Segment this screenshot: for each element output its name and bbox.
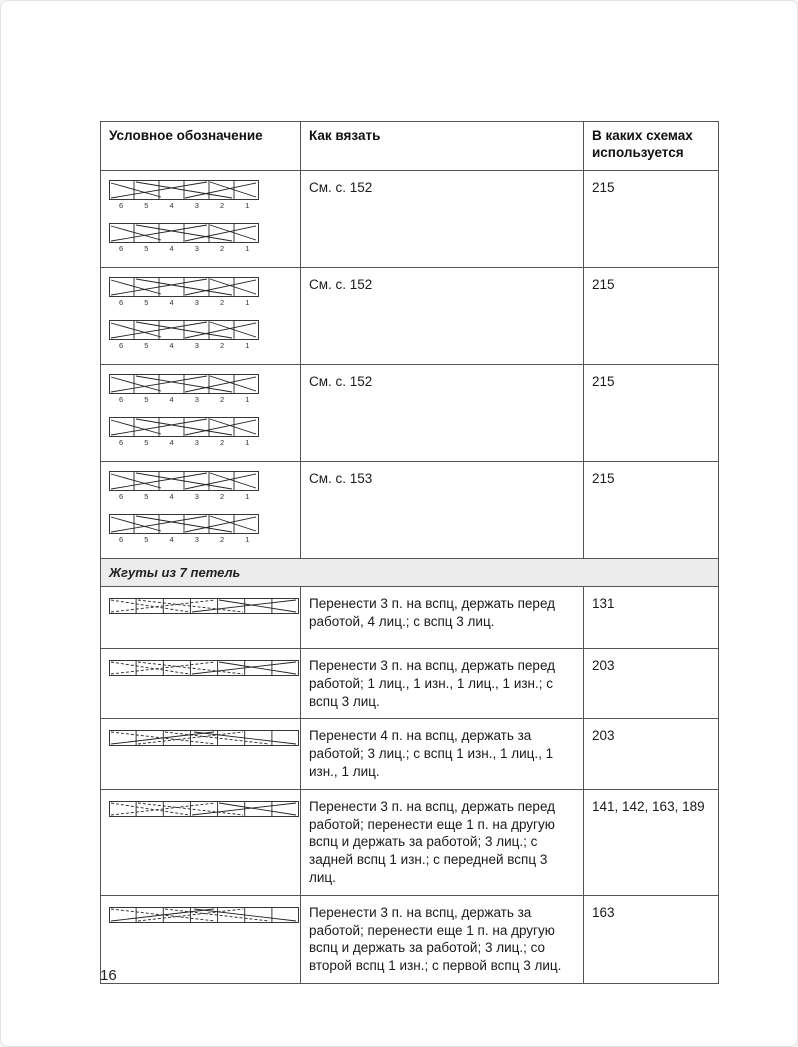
- cable-chart-icon: [109, 471, 259, 491]
- cable-chart-icon: [109, 730, 292, 746]
- charts-cell: 215: [584, 170, 719, 267]
- charts-cell: 215: [584, 364, 719, 461]
- page-number: 16: [100, 967, 117, 984]
- table-row: [101, 461, 719, 558]
- cable-chart-icon: [109, 223, 259, 243]
- table-row: [101, 364, 719, 461]
- how-to-knit-cell: См. с. 152: [301, 170, 584, 267]
- section-row: [101, 558, 719, 586]
- cable-chart-icon: [109, 277, 259, 297]
- table-row: [101, 789, 719, 895]
- how-to-knit-cell: См. с. 153: [301, 461, 584, 558]
- charts-cell: 141, 142, 163, 189: [584, 789, 719, 895]
- cable-chart-icon: [109, 514, 259, 534]
- header-charts: В каких схемах используется: [584, 122, 719, 171]
- stitch-numbers: 6 5 4 3 2 1: [119, 534, 250, 544]
- table-row: [101, 170, 719, 267]
- table-row: [101, 719, 719, 789]
- cable-symbol: [109, 905, 292, 923]
- cable-chart-icon: [109, 598, 292, 614]
- cable-symbol: [109, 471, 292, 545]
- charts-cell: 215: [584, 267, 719, 364]
- stitch-numbers: 6 5 4 3 2 1: [119, 297, 250, 307]
- stitch-numbers: 6 5 4 3 2 1: [119, 200, 250, 210]
- charts-cell: 131: [584, 586, 719, 648]
- header-row: [101, 122, 719, 171]
- cable-symbol: [109, 374, 292, 448]
- symbols-table: [100, 121, 719, 984]
- cable-symbol: [109, 728, 292, 746]
- how-to-knit-cell: Перенести 3 п. на вспц, держать за работой; перенести еще 1 п. на другую вспц и держать за работой; 3 лиц.; со второй вспц 1 изн.; с первой вспц 3 лиц.: [301, 895, 584, 983]
- charts-cell: 215: [584, 461, 719, 558]
- how-to-knit-cell: Перенести 3 п. на вспц, держать перед работой, 4 лиц.; с вспц 3 лиц.: [301, 586, 584, 648]
- how-to-knit-cell: Перенести 4 п. на вспц, держать за работой; 3 лиц.; с вспц 1 изн., 1 лиц., 1 изн., 1 лиц.: [301, 719, 584, 789]
- cable-symbol: [109, 596, 292, 614]
- cable-symbol: [109, 180, 292, 254]
- cable-chart-icon: [109, 374, 259, 394]
- cable-chart-icon: [109, 180, 259, 200]
- stitch-numbers: 6 5 4 3 2 1: [119, 437, 250, 447]
- table-row: [101, 586, 719, 648]
- cable-chart-icon: [109, 417, 259, 437]
- cable-chart-icon: [109, 801, 292, 817]
- cable-chart-icon: [109, 660, 292, 676]
- table-row: [101, 648, 719, 718]
- symbols-table-wrap: [100, 121, 718, 984]
- charts-cell: 203: [584, 719, 719, 789]
- how-to-knit-cell: См. с. 152: [301, 364, 584, 461]
- how-to-knit-cell: См. с. 152: [301, 267, 584, 364]
- header-how: Как вязать: [301, 122, 584, 171]
- how-to-knit-cell: Перенести 3 п. на вспц, держать перед работой; перенести еще 1 п. на другую вспц и держать за работой; 3 лиц.; с задней вспц 1 изн.; с передней вспц 3 лиц.: [301, 789, 584, 895]
- stitch-numbers: 6 5 4 3 2 1: [119, 394, 250, 404]
- stitch-numbers: 6 5 4 3 2 1: [119, 340, 250, 350]
- stitch-numbers: 6 5 4 3 2 1: [119, 491, 250, 501]
- cable-symbol: [109, 277, 292, 351]
- header-symbol: Условное обозначение: [101, 122, 301, 171]
- table-row: [101, 895, 719, 983]
- charts-cell: 203: [584, 648, 719, 718]
- how-to-knit-cell: Перенести 3 п. на вспц, держать перед работой; 1 лиц., 1 изн., 1 лиц., 1 изн.; с вспц 3 лиц.: [301, 648, 584, 718]
- table-row: [101, 267, 719, 364]
- cable-chart-icon: [109, 907, 292, 923]
- cable-symbol: [109, 658, 292, 676]
- charts-cell: 163: [584, 895, 719, 983]
- section-label: Жгуты из 7 петель: [101, 558, 719, 586]
- stitch-numbers: 6 5 4 3 2 1: [119, 243, 250, 253]
- cable-chart-icon: [109, 320, 259, 340]
- cable-symbol: [109, 799, 292, 817]
